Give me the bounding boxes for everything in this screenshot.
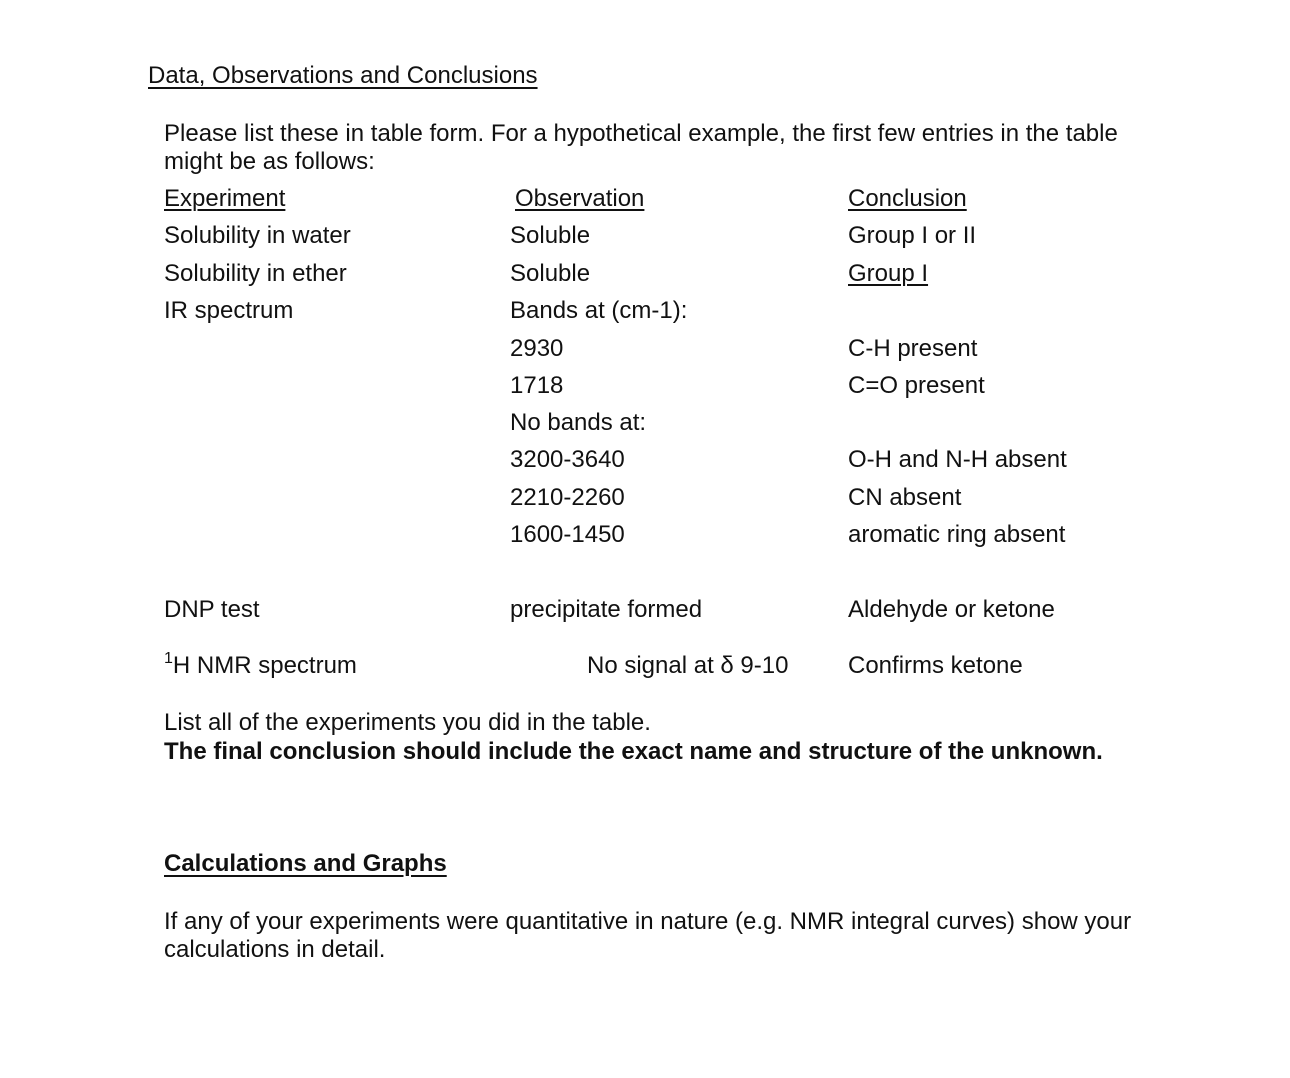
closing-note: List all of the experiments you did in the table.: [164, 709, 651, 736]
table-cell-experiment: DNP test: [164, 596, 260, 623]
table-cell-experiment: Solubility in ether: [164, 260, 347, 287]
header-conclusion: Conclusion: [848, 185, 967, 212]
header-experiment: Experiment: [164, 185, 286, 212]
section-heading-calculations: Calculations and Graphs: [164, 850, 447, 877]
table-cell-observation: Soluble: [510, 260, 591, 287]
table-cell-observation: Soluble: [510, 222, 591, 249]
table-cell-conclusion: Aldehyde or ketone: [848, 596, 1055, 623]
table-cell-conclusion: Confirms ketone: [848, 652, 1023, 679]
table-cell-observation: 1600-1450: [510, 521, 625, 548]
table-cell-experiment: IR spectrum: [164, 297, 294, 324]
table-cell-observation: precipitate formed: [510, 596, 703, 623]
table-cell-conclusion: Group I or II: [848, 222, 977, 249]
table-cell-conclusion: C=O present: [848, 372, 985, 399]
closing-instructions: [164, 708, 1124, 766]
nmr-label: H NMR spectrum: [172, 652, 357, 679]
table-cell-conclusion: C-H present: [848, 335, 978, 362]
table-cell-conclusion: CN absent: [848, 484, 962, 511]
table-cell-experiment: Solubility in water: [164, 222, 351, 249]
table-cell-observation: No bands at:: [510, 409, 647, 436]
table-cell-conclusion: aromatic ring absent: [848, 521, 1066, 548]
closing-bold-note: The final conclusion should include the exact name and structure of the unknown.: [164, 738, 1103, 765]
table-cell-observation: 2930: [510, 335, 564, 362]
calculations-paragraph: If any of your experiments were quantitative in nature (e.g. NMR integral curves) show your calculations in detail.: [164, 908, 1132, 963]
table-cell-observation: 1718: [510, 372, 564, 399]
table-cell-observation: No signal at δ 9-10: [587, 652, 789, 679]
section-heading-data: Data, Observations and Conclusions: [148, 62, 538, 89]
table-cell-observation: 2210-2260: [510, 484, 625, 511]
table-cell-experiment: [164, 652, 357, 680]
table-cell-conclusion: O-H and N-H absent: [848, 446, 1067, 473]
header-observation: Observation: [515, 185, 645, 212]
superscript-one: 1: [164, 650, 173, 667]
table-cell-conclusion: Group I: [848, 260, 929, 287]
table-cell-observation: 3200-3640: [510, 446, 625, 473]
table-cell-observation: Bands at (cm-1):: [510, 297, 688, 324]
intro-paragraph: Please list these in table form. For a hypothetical example, the first few entries in the table might be as follows:: [164, 120, 1118, 175]
